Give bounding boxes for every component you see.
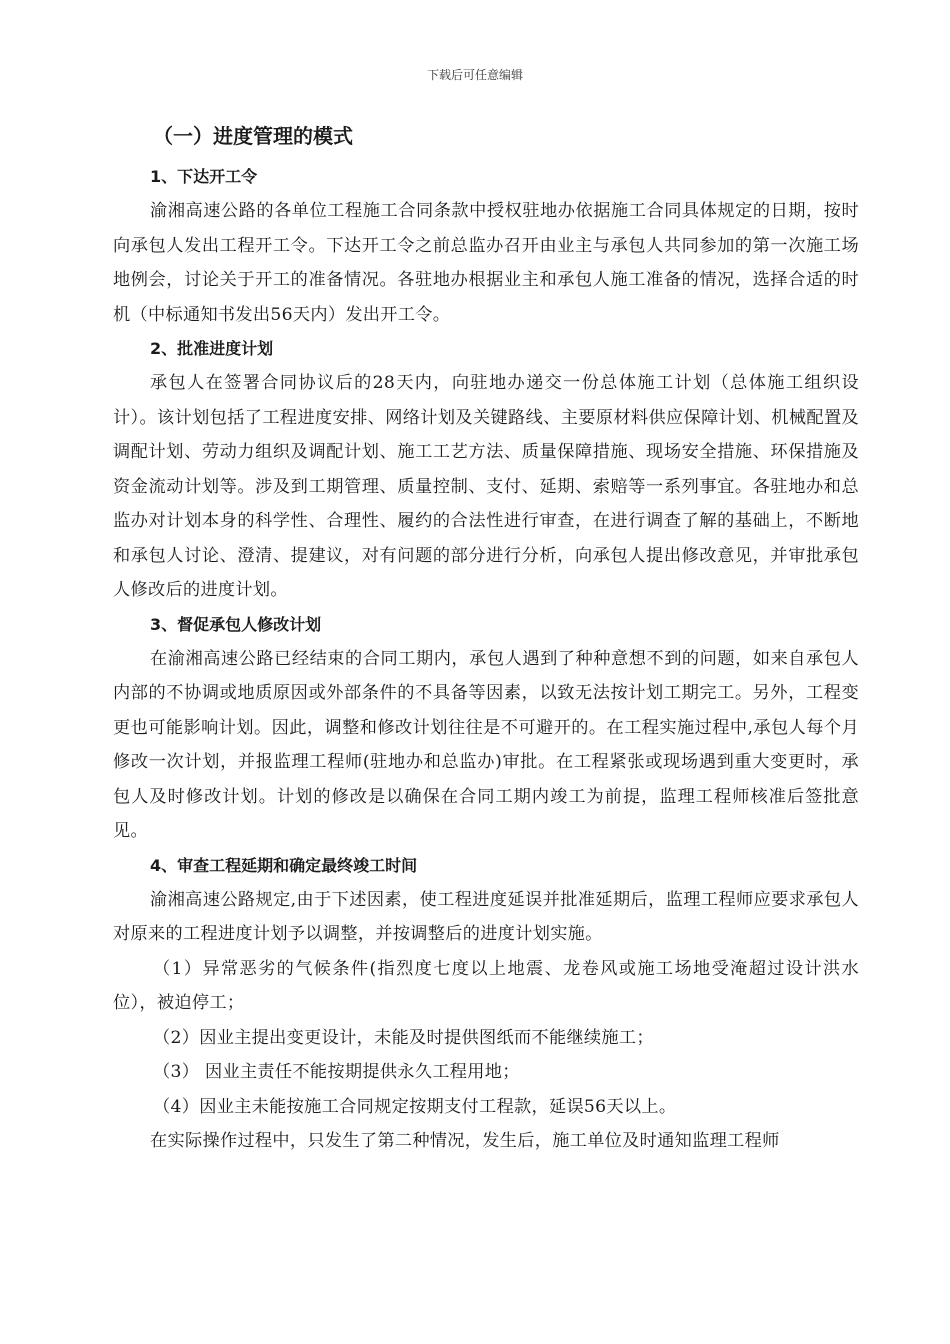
paragraph: 承包人在签署合同协议后的28天内，向驻地办递交一份总体施工计划（总体施工组织设计）。该计划包括了工程进度安排、网络计划及关键路线、主要原材料供应保障计划、机械配置及调配计划、劳动力组织及调配计划、施工工艺方法、质量保障措施、现场安全措施、环保措施及资金流动计划等。涉及到工期管理、质量控制、支付、延期、索赔等一系列事宜。各驻地办和总监办对计划本身的科学性、合理性、履约的合法性进行审查，在进行调查了解的基础上，不断地和承包人讨论、澄清、提建议，对有问题的部分进行分析，向承包人提出修改意见，并审批承包人修改后的进度计划。	[113, 373, 859, 600]
subheading-3: 3、督促承包人修改计划	[150, 614, 322, 634]
list-item: （3） 因业主责任不能按期提供永久工程用地；	[153, 1062, 520, 1082]
list-item: （1）异常恶劣的气候条件(指烈度七度以上地震、龙卷风或施工场地受淹超过设计洪水位），被迫停工；	[113, 958, 859, 1013]
subheading-1: 1、下达开工令	[150, 167, 258, 186]
subheading-2: 2、批准进度计划	[150, 339, 274, 358]
paragraph: 渝湘高速公路的各单位工程施工合同条款中授权驻地办依据施工合同具体规定的日期，按时向承包人发出工程开工令。下达开工令之前总监办召开由业主与承包人共同参加的第一次施工场地例会，讨论关于开工的准备情况。各驻地办根据业主和承包人施工准备的情况，选择合适的时机（中标通知书发出56天内）发出开工令。	[113, 201, 859, 325]
paragraph: 在实际操作过程中，只发生了第二种情况，发生后，施工单位及时通知监理工程师	[150, 1131, 780, 1151]
paragraph: 在渝湘高速公路已经结束的合同工期内，承包人遇到了种种意想不到的问题，如来自承包人内部的不协调或地质原因或外部条件的不具备等因素，以致无法按计划工期完工。另外，工程变更也可能影响计划。因此，调整和修改计划往往是不可避开的。在工程实施过程中,承包人每个月修改一次计划，并报监理工程师(驻地办和总监办)审批。在工程紧张或现场遇到重大变更时，承包人及时修改计划。计划的修改是以确保在合同工期内竣工为前提，监理工程师核准后签批意见。	[113, 648, 859, 841]
paragraph: 渝湘高速公路规定,由于下述因素，使工程进度延误并批准延期后，监理工程师应要求承包人对原来的工程进度计划予以调整，并按调整后的进度计划实施。	[113, 889, 859, 944]
list-item: （2）因业主提出变更设计，未能及时提供图纸而不能继续施工；	[153, 1027, 654, 1048]
list-item: （4）因业主未能按施工合同规定按期支付工程款，延误56天以上。	[153, 1096, 677, 1117]
header-note: 下载后可任意编辑	[426, 68, 523, 82]
subheading-4: 4、审查工程延期和确定最终竣工时间	[150, 855, 418, 875]
document-body	[113, 118, 859, 1159]
section-title: （一）进度管理的模式	[153, 124, 353, 148]
